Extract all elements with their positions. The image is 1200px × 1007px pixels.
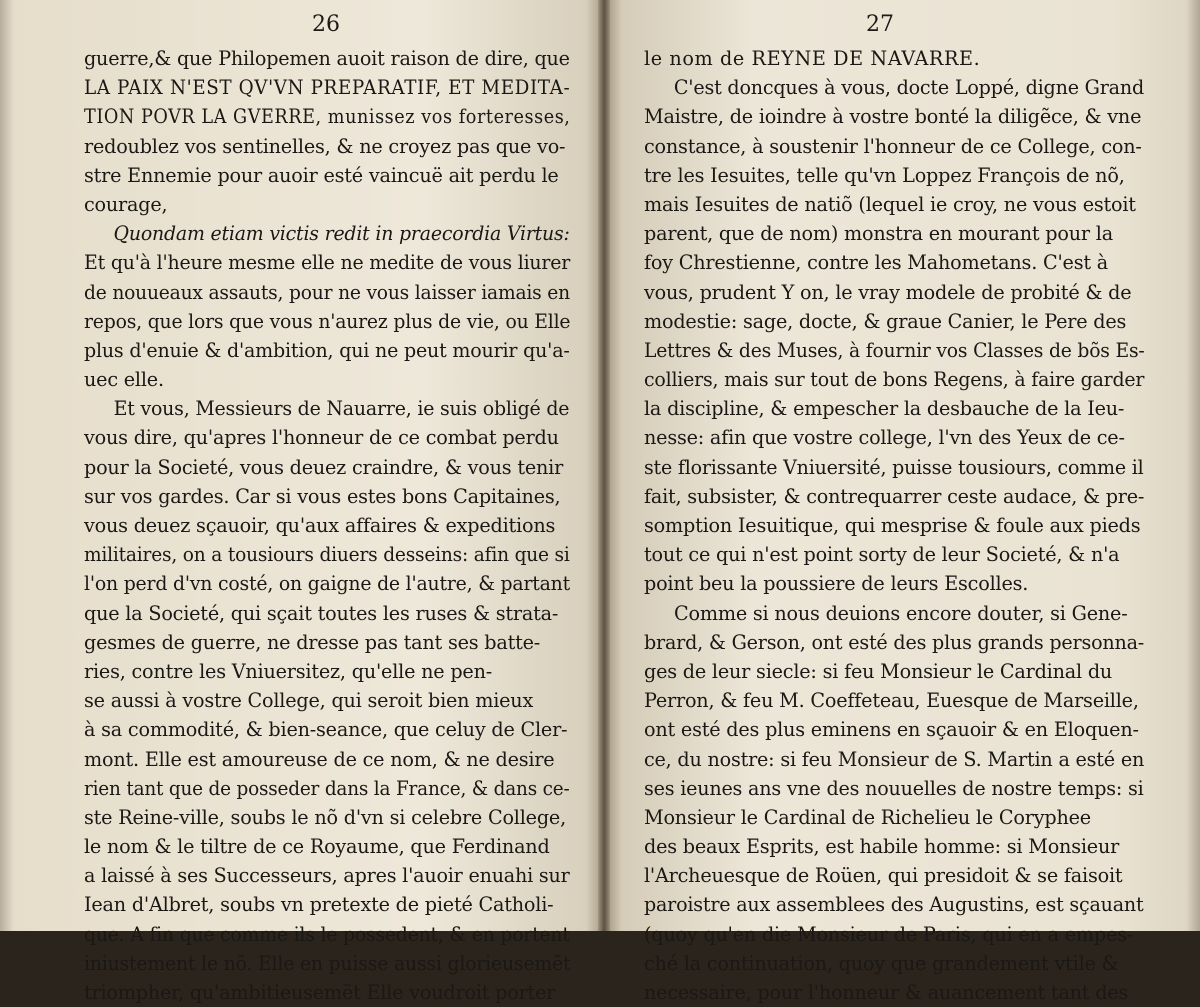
page-edge-shadow <box>1186 0 1200 931</box>
text-line: Monsieur le Cardinal de Richelieu le Coryphee <box>644 805 1091 829</box>
text-line: colliers, mais sur tout de bons Regens, à faire garder <box>644 368 1145 392</box>
text-line: que. A fin que comme ils le possedent, & en portent <box>84 922 570 946</box>
page-number: 27 <box>866 12 894 37</box>
text-line: point beu la poussiere de leurs Escolles. <box>644 572 1029 596</box>
text-line: rien tant que de posseder dans la France, & dans ce- <box>84 776 570 800</box>
text-line: mais Iesuites de natiõ (lequel ie croy, ne vous estoit <box>644 192 1136 216</box>
text-line: ste florissante Vniuersité, puisse tousiours, comme il <box>644 455 1144 479</box>
text-line: Perron, & feu M. Coeffeteau, Euesque de Marseille, <box>644 689 1139 713</box>
text-line: nesse: afin que vostre college, l'vn des Yeux de ce- <box>644 426 1125 450</box>
text-line: ries, contre les Vniuersitez, qu'elle ne pen- <box>84 659 493 683</box>
text-line: vous dire, qu'apres l'honneur de ce combat perdu <box>84 426 559 450</box>
text-line: necessaire, pour l'honneur & auancement tant des <box>644 981 1129 1004</box>
book-gutter <box>598 0 610 931</box>
text-line: (quoy qu'en die Monsieur de Paris, qui en a empes- <box>644 922 1134 946</box>
text-line: C'est doncques à vous, docte Loppé, digne Grand <box>673 76 1145 100</box>
text-line: sur vos gardes. Car si vous estes bons Capitaines, <box>84 484 561 508</box>
text-line: ont esté des plus eminens en sçauoir & en Eloquen- <box>644 718 1139 742</box>
text-line: tout ce qui n'est point sorty de leur Societé, & n'a <box>644 543 1120 567</box>
text-line: Lettres & des Muses, à fournir vos Classes de bõs Es- <box>644 338 1145 362</box>
text-line: l'Archeuesque de Roüen, qui presidoit & se faisoit <box>644 864 1123 888</box>
text-line: le nom & le tiltre de ce Royaume, que Ferdinand <box>84 835 550 859</box>
text-line: plus d'enuie & d'ambition, qui ne peut mourir qu'a- <box>84 338 570 362</box>
text-line: de nouueaux assauts, pour ne vous laisser iamais en <box>84 280 570 304</box>
text-line: TION POVR LA GVERRE, munissez vos forteresses, <box>84 105 571 129</box>
page-text <box>84 44 570 1007</box>
text-line: Quondam etiam victis redit in praecordia Virtus: <box>113 222 570 246</box>
text-line: vous deuez sçauoir, qu'aux affaires & expeditions <box>84 514 556 537</box>
text-line: ges de leur siecle: si feu Monsieur le Cardinal du <box>644 659 1113 683</box>
text-line: guerre,& que Philopemen auoit raison de dire, que <box>84 47 570 70</box>
text-line: la discipline, & empescher la desbauche de la Ieu- <box>644 397 1125 421</box>
text-line: a laissé à ses Successeurs, apres l'auoir enuahi sur <box>84 864 570 888</box>
text-line: Comme si nous deuions encore douter, si Gene- <box>674 601 1128 625</box>
text-line: ché la continuation, quoy que grandement vtile & <box>644 951 1119 975</box>
right-page <box>604 0 1200 1004</box>
text-line: fait, subsister, & contrequarrer ceste audace, & pre- <box>644 484 1145 508</box>
text-line: militaires, on a tousiours diuers desseins: afin que si <box>84 543 570 567</box>
page-edge-shadow <box>0 0 14 931</box>
text-line: se aussi à vostre College, qui seroit bien mieux <box>84 689 534 713</box>
text-line: stre Ennemie pour auoir esté vaincuë ait perdu le <box>84 163 559 187</box>
text-line: l'on perd d'vn costé, on gaigne de l'autre, & partant <box>84 572 571 596</box>
text-line: des beaux Esprits, est habile homme: si Monsieur <box>644 835 1120 859</box>
text-line: brard, & Gerson, ont esté des plus grands personna- <box>644 630 1145 654</box>
text-line: tre les Iesuites, telle qu'vn Loppez François de nõ, <box>644 163 1125 187</box>
page-number: 26 <box>312 12 340 37</box>
text-line: uec elle. <box>84 368 164 392</box>
text-line: ste Reine-ville, soubs le nõ d'vn si celebre College, <box>84 805 566 829</box>
text-line: Et qu'à l'heure mesme elle ne medite de vous liurer <box>84 251 571 275</box>
text-line: modestie: sage, docte, & graue Canier, le Pere des <box>644 309 1127 333</box>
text-line: Iean d'Albret, soubs vn pretexte de pieté Catholi- <box>84 893 554 917</box>
text-line: iniustement le nõ. Elle en puisse aussi glorieusemẽt <box>84 951 571 975</box>
text-line: courage, <box>84 192 168 216</box>
page-text <box>644 44 1144 1007</box>
text-line: triompher, qu'ambitieusemẽt Elle voudroit porter <box>84 981 556 1004</box>
text-line: à sa commodité, & bien-seance, que celuy de Cler- <box>84 718 568 742</box>
text-line: LA PAIX N'EST QV'VN PREPARATIF, ET MEDITA- <box>84 76 571 100</box>
text-line: redoublez vos sentinelles, & ne croyez pas que vo- <box>84 134 566 158</box>
text-line: ses ieunes ans vne des nouuelles de nostre temps: si <box>644 776 1144 800</box>
text-line: parent, que de nom) monstra en mourant pour la <box>644 222 1113 246</box>
text-line: pour la Societé, vous deuez craindre, & vous tenir <box>84 455 564 479</box>
text-line: constance, à soustenir l'honneur de ce College, con- <box>644 134 1142 158</box>
text-line: Maistre, de ioindre à vostre bonté la diligẽce, & vne <box>644 105 1142 129</box>
text-line: Et vous, Messieurs de Nauarre, ie suis obligé de <box>113 397 570 421</box>
text-line: vous, prudent Y on, le vray modele de probité & de <box>644 280 1132 304</box>
text-line: mont. Elle est amoureuse de ce nom, & ne desire <box>84 747 555 771</box>
text-line: le nom de REYNE DE NAVARRE. <box>644 47 981 70</box>
text-line: gesmes de guerre, ne dresse pas tant ses batte- <box>84 630 541 654</box>
text-line: que la Societé, qui sçait toutes les ruses & strata- <box>84 601 559 625</box>
text-line: repos, que lors que vous n'aurez plus de vie, ou Elle <box>84 309 571 333</box>
text-line: somption Iesuitique, qui mesprise & foule aux pieds <box>644 514 1141 537</box>
text-line: paroistre aux assemblees des Augustins, est sçauant <box>644 893 1144 917</box>
text-line: foy Chrestienne, contre les Mahometans. C'est à <box>644 251 1109 275</box>
text-line: ce, du nostre: si feu Monsieur de S. Martin a esté en <box>644 747 1145 771</box>
